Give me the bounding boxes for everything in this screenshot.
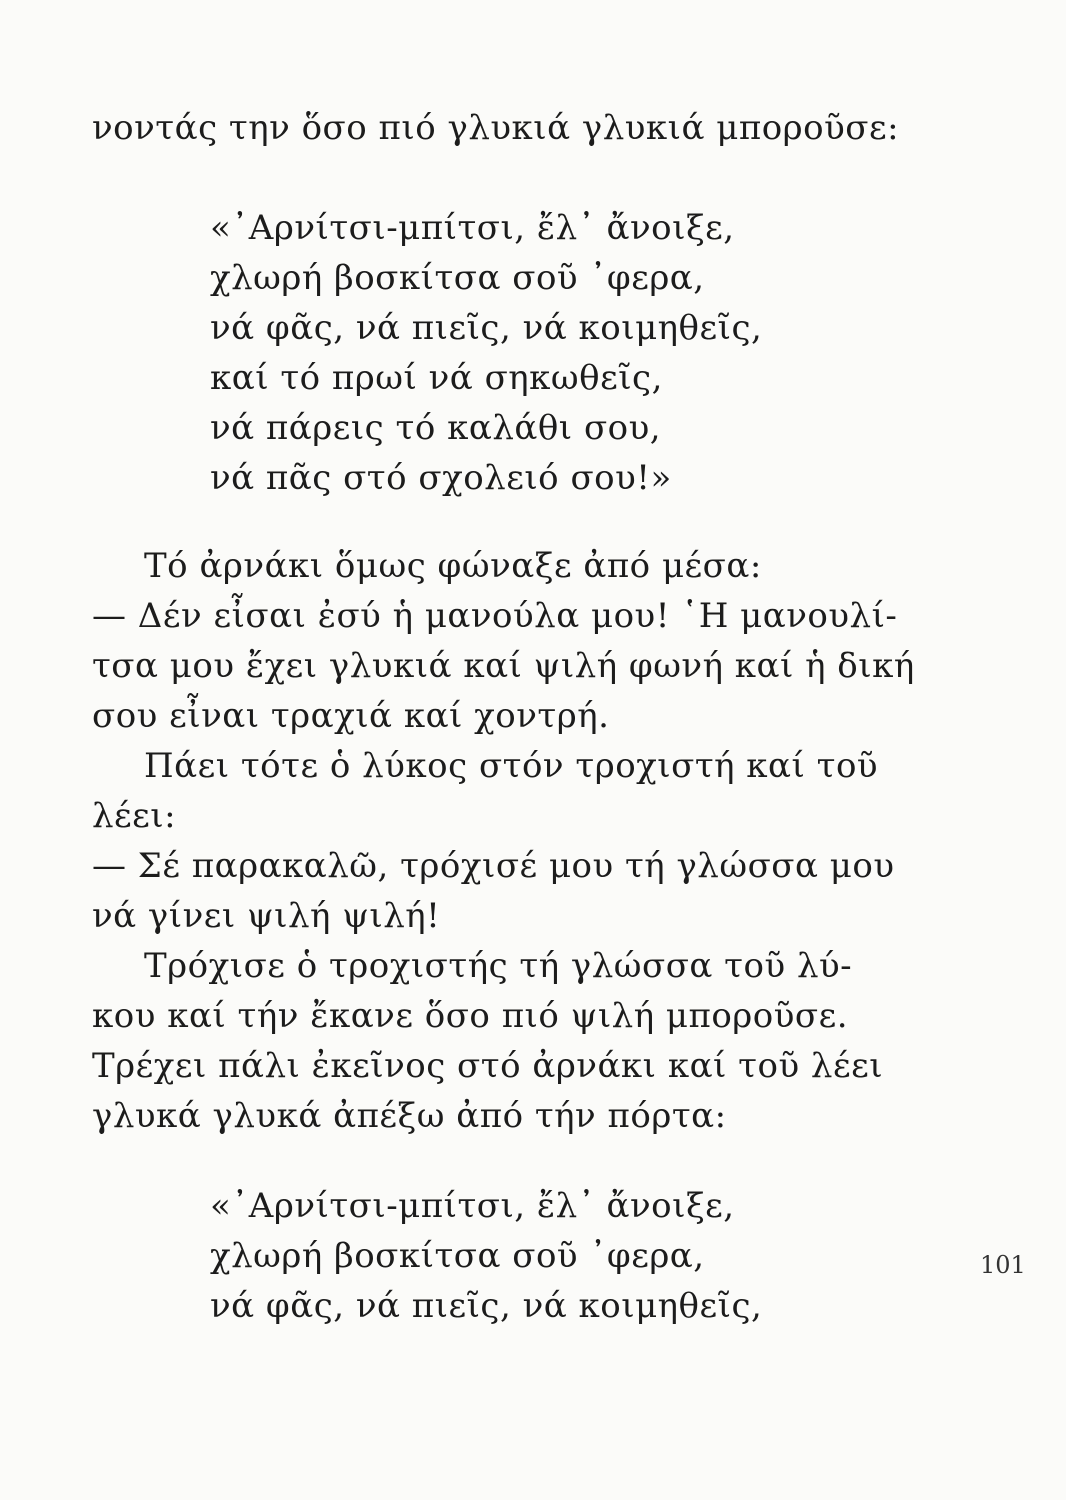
paragraph-line: Τρόχισε ὁ τροχιστής τή γλώσσα τοῦ λύ- [144, 946, 853, 986]
verse-line: «᾿Αρνίτσι-μπίτσι, ἔλ᾿ ἄνοιξε, [210, 1186, 735, 1226]
verse-line: νά πάρεις τό καλάθι σου, [210, 408, 662, 448]
text-line: τσα μου ἔχει γλυκιά καί ψιλή φωνή καί ἡ δική [92, 646, 915, 686]
text-line: νά γίνει ψιλή ψιλή! [92, 896, 441, 936]
dialogue-line: — Σέ παρακαλῶ, τρόχισέ μου τή γλώσσα μου [92, 846, 895, 886]
paragraph-line: Τό ἀρνάκι ὅμως φώναξε ἀπό μέσα: [144, 546, 762, 586]
text-line: νοντάς την ὅσο πιό γλυκιά γλυκιά μποροῦσε: [92, 108, 900, 148]
verse-line: νά πᾶς στό σχολειό σου!» [210, 458, 672, 498]
text-line: σου εἶναι τραχιά καί χοντρή. [92, 696, 610, 736]
text-line: Τρέχει πάλι ἐκεῖνος στό ἀρνάκι καί τοῦ λέει [92, 1046, 884, 1086]
text-line: λέει: [92, 796, 177, 836]
verse-line: καί τό πρωί νά σηκωθεῖς, [210, 358, 663, 398]
page-number: 101 [980, 1251, 1026, 1279]
verse-line: νά φᾶς, νά πιεῖς, νά κοιμηθεῖς, [210, 1286, 763, 1326]
verse-line: χλωρή βοσκίτσα σοῦ ᾿φερα, [210, 1236, 705, 1276]
paragraph-line: Πάει τότε ὁ λύκος στόν τροχιστή καί τοῦ [144, 746, 879, 786]
verse-line: χλωρή βοσκίτσα σοῦ ᾿φερα, [210, 258, 705, 298]
text-line: γλυκά γλυκά ἀπέξω ἀπό τήν πόρτα: [92, 1096, 727, 1136]
verse-line: «᾿Αρνίτσι-μπίτσι, ἔλ᾿ ἄνοιξε, [210, 208, 735, 248]
dialogue-line: — Δέν εἶσαι ἐσύ ἡ μανούλα μου! ῾Η μανουλί- [92, 596, 898, 636]
text-line: κου καί τήν ἔκανε ὅσο πιό ψιλή μποροῦσε. [92, 996, 849, 1036]
verse-line: νά φᾶς, νά πιεῖς, νά κοιμηθεῖς, [210, 308, 763, 348]
